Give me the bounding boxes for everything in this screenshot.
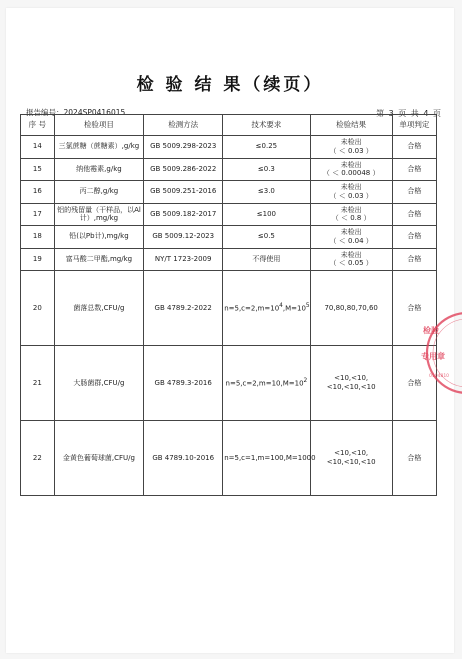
row-requirement: ≤0.3 <box>223 158 310 181</box>
row-item: 纳他霉素,g/kg <box>54 158 144 181</box>
col-header-method: 检测方法 <box>144 115 223 136</box>
page-title: 检 验 结 果（续页） <box>136 75 324 95</box>
result-line: 未检出 <box>340 228 362 236</box>
table-row <box>21 203 437 226</box>
row-verdict: 合格 <box>392 271 436 346</box>
result-line: <10,<10,<10 <box>326 383 376 391</box>
row-method: GB 4789.10-2016 <box>144 421 223 496</box>
row-result <box>310 346 392 421</box>
table-row <box>21 181 437 204</box>
col-header-verdict: 单项判定 <box>392 115 436 136</box>
row-verdict: 合格 <box>392 346 436 421</box>
table-header-row <box>21 115 437 136</box>
row-method: GB 5009.182-2017 <box>144 203 223 226</box>
result-line: 未检出 <box>340 205 362 214</box>
row-verdict: 合格 <box>392 421 436 496</box>
result-line: 未检出 <box>340 160 362 169</box>
row-item: 丙二醇,g/kg <box>54 181 144 204</box>
row-verdict: 合格 <box>392 136 436 159</box>
col-header-result: 检验结果 <box>310 115 392 136</box>
report-number: 报告编号：2024SP0416015 <box>26 108 126 117</box>
row-item: 富马酸二甲酯,mg/kg <box>54 248 144 271</box>
result-line: （ ＜ 0.03 ） <box>329 191 373 200</box>
result-line: 未检出 <box>340 138 362 146</box>
row-result <box>310 203 392 226</box>
row-item: 大肠菌群,CFU/g <box>54 346 144 421</box>
row-verdict: 合格 <box>392 158 436 181</box>
row-result <box>310 248 392 271</box>
results-table <box>20 114 437 496</box>
table-row <box>21 226 437 249</box>
result-line: （ ＜ 0.00048 ） <box>322 169 380 178</box>
row-result <box>310 421 392 496</box>
table-row <box>21 248 437 271</box>
row-no: 14 <box>21 136 55 159</box>
row-no: 22 <box>21 421 55 496</box>
svg-text:检验 专用章: 检验 专用章 <box>421 325 445 361</box>
result-line: （ ＜ 0.05 ） <box>329 259 373 268</box>
table-row <box>21 271 437 346</box>
row-no: 18 <box>21 226 55 249</box>
row-no: 20 <box>21 271 55 346</box>
svg-text:0104810: 0104810 <box>429 374 450 379</box>
row-requirement: ≤3.0 <box>223 181 310 204</box>
row-item: 菌落总数,CFU/g <box>54 271 144 346</box>
row-no: 15 <box>21 158 55 181</box>
table-row <box>21 158 437 181</box>
row-verdict: 合格 <box>392 248 436 271</box>
result-line: （ ＜ 0.8 ） <box>331 214 371 223</box>
result-line: （ ＜ 0.03 ） <box>329 146 373 155</box>
row-no: 17 <box>21 203 55 226</box>
row-method: GB 5009.12-2023 <box>144 226 223 249</box>
row-verdict: 合格 <box>392 203 436 226</box>
col-header-requirement: 技术要求 <box>223 115 310 136</box>
row-no: 21 <box>21 346 55 421</box>
col-header-item: 检验项目 <box>54 115 144 136</box>
row-item: 铝的残留量（干样品，以Al计）,mg/kg <box>54 203 144 226</box>
row-requirement: ≤0.25 <box>223 136 310 159</box>
row-verdict: 合格 <box>392 226 436 249</box>
row-method: GB 5009.251-2016 <box>144 181 223 204</box>
result-line: <10,<10, <box>334 449 369 458</box>
row-requirement: $n=5,c=2,m=10,M=10^2$ <box>223 346 310 421</box>
page-indicator: 第 3 页 共 4 页 <box>376 109 442 118</box>
row-no: 16 <box>21 181 55 204</box>
result-line: （ ＜ 0.04 ） <box>329 236 373 245</box>
row-method: GB 4789.2-2022 <box>144 271 223 346</box>
row-requirement: n=5,c=1,m=100,M=1000 <box>223 421 310 496</box>
row-result <box>310 271 392 346</box>
result-line: <10,<10,<10 <box>326 458 376 466</box>
col-header-no: 序 号 <box>21 115 55 136</box>
result-line: 未检出 <box>340 183 362 191</box>
row-verdict: 合格 <box>392 181 436 204</box>
row-requirement: ≤0.5 <box>223 226 310 249</box>
result-line: 70,80,80,70,60 <box>324 303 378 312</box>
row-requirement: 不得使用 <box>223 248 310 271</box>
row-result <box>310 158 392 181</box>
row-method: GB 5009.286-2022 <box>144 158 223 181</box>
row-method: GB 4789.3-2016 <box>144 346 223 421</box>
row-result <box>310 181 392 204</box>
row-result <box>310 226 392 249</box>
row-item: 三氯蔗糖（蔗糖素）,g/kg <box>54 136 144 159</box>
row-no: 19 <box>21 248 55 271</box>
row-requirement: ≤100 <box>223 203 310 226</box>
table-row <box>21 346 437 421</box>
result-line: 未检出 <box>340 250 362 259</box>
row-method: NY/T 1723-2009 <box>144 248 223 271</box>
row-result <box>310 136 392 159</box>
row-requirement: $n=5,c=2,m=10^4,M=10^5$ <box>223 271 310 346</box>
table-row <box>21 136 437 159</box>
table-row <box>21 421 437 496</box>
result-line: <10,<10, <box>334 374 369 383</box>
row-item: 铅(以Pb计),mg/kg <box>54 226 144 249</box>
row-item: 金黄色葡萄球菌,CFU/g <box>54 421 144 496</box>
row-method: GB 5009.298-2023 <box>144 136 223 159</box>
